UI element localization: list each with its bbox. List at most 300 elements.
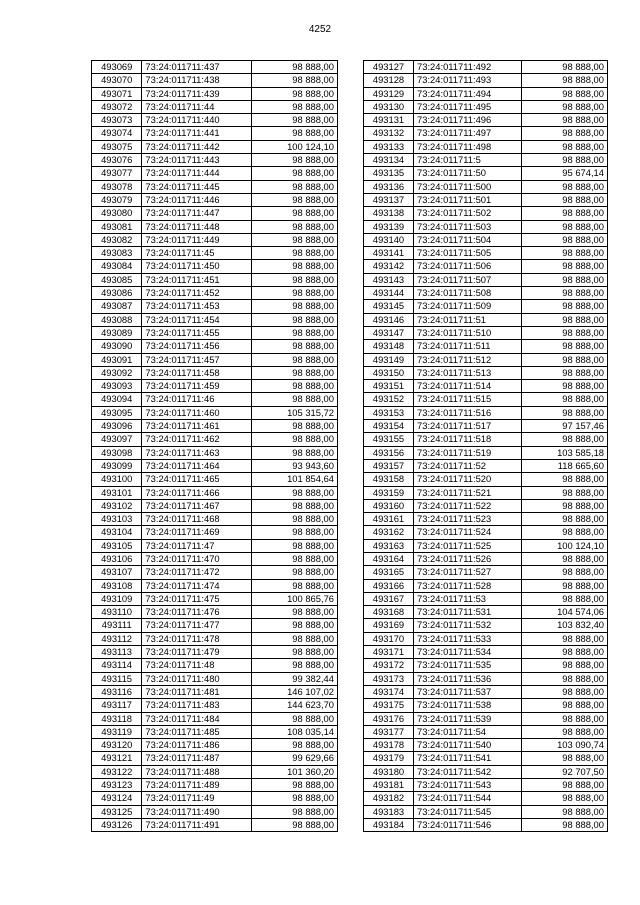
cadastral-value-cell: 98 888,00 — [522, 566, 608, 579]
cadastral-value-cell: 98 888,00 — [251, 74, 337, 87]
cadastral-value-cell: 103 090,74 — [522, 739, 608, 752]
cadastral-value-cell: 98 888,00 — [522, 260, 608, 273]
cadastral-number-cell: 73:24:011711:441 — [142, 127, 251, 140]
cadastral-value-cell: 98 888,00 — [522, 779, 608, 792]
record-number-cell: 493101 — [92, 486, 142, 499]
record-number-cell: 493146 — [364, 313, 414, 326]
table-row — [92, 287, 338, 300]
cadastral-number-cell: 73:24:011711:440 — [142, 114, 251, 127]
cadastral-value-cell: 98 888,00 — [522, 579, 608, 592]
cadastral-number-cell: 73:24:011711:458 — [142, 366, 251, 379]
cadastral-number-cell: 73:24:011711:474 — [142, 579, 251, 592]
table-row — [364, 247, 608, 260]
record-number-cell: 493118 — [92, 712, 142, 725]
record-number-cell: 493184 — [364, 818, 414, 831]
record-number-cell: 493119 — [92, 725, 142, 738]
record-number-cell: 493093 — [92, 380, 142, 393]
cadastral-value-cell: 98 888,00 — [522, 127, 608, 140]
record-number-cell: 493090 — [92, 340, 142, 353]
cadastral-number-cell: 73:24:011711:462 — [142, 433, 251, 446]
record-number-cell: 493092 — [92, 366, 142, 379]
table-row — [364, 672, 608, 685]
table-row — [364, 699, 608, 712]
table-row — [364, 646, 608, 659]
cadastral-value-cell: 98 888,00 — [522, 672, 608, 685]
cadastral-value-cell: 98 888,00 — [251, 420, 337, 433]
cadastral-value-cell: 98 888,00 — [251, 61, 337, 74]
table-row — [364, 539, 608, 552]
record-number-cell: 493106 — [92, 552, 142, 565]
cadastral-number-cell: 73:24:011711:528 — [414, 579, 522, 592]
table-row — [92, 459, 338, 472]
cadastral-number-cell: 73:24:011711:468 — [142, 513, 251, 526]
cadastral-number-cell: 73:24:011711:489 — [142, 779, 251, 792]
record-number-cell: 493073 — [92, 114, 142, 127]
record-number-cell: 493165 — [364, 566, 414, 579]
record-number-cell: 493080 — [92, 207, 142, 220]
cadastral-value-cell: 98 888,00 — [251, 366, 337, 379]
table-row — [92, 180, 338, 193]
cadastral-value-cell: 98 888,00 — [251, 273, 337, 286]
cadastral-value-cell: 98 888,00 — [251, 792, 337, 805]
cadastral-number-cell: 73:24:011711:534 — [414, 646, 522, 659]
cadastral-number-cell: 73:24:011711:491 — [142, 818, 251, 831]
cadastral-number-cell: 73:24:011711:454 — [142, 313, 251, 326]
cadastral-number-cell: 73:24:011711:522 — [414, 499, 522, 512]
record-number-cell: 493138 — [364, 207, 414, 220]
table-row — [92, 685, 338, 698]
cadastral-number-cell: 73:24:011711:48 — [142, 659, 251, 672]
cadastral-value-cell: 98 888,00 — [251, 207, 337, 220]
cadastral-value-cell: 98 888,00 — [522, 393, 608, 406]
cadastral-value-cell: 98 888,00 — [251, 446, 337, 459]
cadastral-value-cell: 98 888,00 — [522, 207, 608, 220]
cadastral-value-cell: 108 035,14 — [251, 725, 337, 738]
cadastral-value-cell: 98 888,00 — [251, 260, 337, 273]
table-row — [92, 765, 338, 778]
cadastral-number-cell: 73:24:011711:448 — [142, 220, 251, 233]
table-row — [92, 247, 338, 260]
cadastral-number-cell: 73:24:011711:439 — [142, 87, 251, 100]
table-row — [92, 74, 338, 87]
cadastral-value-cell: 98 888,00 — [251, 739, 337, 752]
record-number-cell: 493111 — [92, 619, 142, 632]
cadastral-number-cell: 73:24:011711:478 — [142, 632, 251, 645]
cadastral-value-cell: 98 888,00 — [522, 233, 608, 246]
cadastral-value-cell: 95 674,14 — [522, 167, 608, 180]
cadastral-value-cell: 98 888,00 — [251, 566, 337, 579]
table-row — [364, 220, 608, 233]
table-row — [92, 87, 338, 100]
cadastral-number-cell: 73:24:011711:472 — [142, 566, 251, 579]
table-row — [364, 393, 608, 406]
cadastral-number-cell: 73:24:011711:54 — [414, 725, 522, 738]
table-row — [364, 592, 608, 605]
cadastral-value-cell: 92 707,50 — [522, 765, 608, 778]
cadastral-number-cell: 73:24:011711:465 — [142, 473, 251, 486]
cadastral-value-cell: 98 888,00 — [251, 220, 337, 233]
cadastral-number-cell: 73:24:011711:5 — [414, 154, 522, 167]
record-number-cell: 493169 — [364, 619, 414, 632]
cadastral-number-cell: 73:24:011711:496 — [414, 114, 522, 127]
record-number-cell: 493183 — [364, 805, 414, 818]
table-row — [92, 127, 338, 140]
cadastral-number-cell: 73:24:011711:509 — [414, 300, 522, 313]
record-number-cell: 493166 — [364, 579, 414, 592]
cadastral-number-cell: 73:24:011711:51 — [414, 313, 522, 326]
record-number-cell: 493178 — [364, 739, 414, 752]
table-row — [92, 154, 338, 167]
cadastral-number-cell: 73:24:011711:545 — [414, 805, 522, 818]
cadastral-number-cell: 73:24:011711:512 — [414, 353, 522, 366]
cadastral-value-cell: 98 888,00 — [251, 818, 337, 831]
cadastral-value-cell: 98 888,00 — [522, 685, 608, 698]
record-number-cell: 493104 — [92, 526, 142, 539]
cadastral-value-cell: 98 888,00 — [251, 805, 337, 818]
cadastral-value-cell: 98 888,00 — [522, 100, 608, 113]
left-data-table — [91, 60, 338, 832]
cadastral-number-cell: 73:24:011711:480 — [142, 672, 251, 685]
record-number-cell: 493096 — [92, 420, 142, 433]
record-number-cell: 493156 — [364, 446, 414, 459]
table-row — [364, 100, 608, 113]
table-row — [364, 300, 608, 313]
record-number-cell: 493116 — [92, 685, 142, 698]
table-row — [364, 127, 608, 140]
cadastral-value-cell: 98 888,00 — [522, 406, 608, 419]
cadastral-number-cell: 73:24:011711:444 — [142, 167, 251, 180]
cadastral-value-cell: 98 888,00 — [522, 380, 608, 393]
table-row — [92, 513, 338, 526]
table-row — [364, 420, 608, 433]
table-row — [92, 313, 338, 326]
record-number-cell: 493158 — [364, 473, 414, 486]
cadastral-number-cell: 73:24:011711:463 — [142, 446, 251, 459]
table-row — [364, 353, 608, 366]
record-number-cell: 493129 — [364, 87, 414, 100]
table-row — [92, 100, 338, 113]
cadastral-number-cell: 73:24:011711:523 — [414, 513, 522, 526]
record-number-cell: 493131 — [364, 114, 414, 127]
cadastral-number-cell: 73:24:011711:508 — [414, 287, 522, 300]
table-row — [92, 579, 338, 592]
table-row — [364, 486, 608, 499]
cadastral-number-cell: 73:24:011711:456 — [142, 340, 251, 353]
table-row — [364, 659, 608, 672]
cadastral-value-cell: 118 665,60 — [522, 459, 608, 472]
table-row — [364, 154, 608, 167]
table-row — [364, 579, 608, 592]
table-row — [92, 473, 338, 486]
table-row — [364, 818, 608, 831]
cadastral-number-cell: 73:24:011711:487 — [142, 752, 251, 765]
cadastral-value-cell: 98 888,00 — [522, 805, 608, 818]
record-number-cell: 493107 — [92, 566, 142, 579]
record-number-cell: 493172 — [364, 659, 414, 672]
cadastral-number-cell: 73:24:011711:510 — [414, 326, 522, 339]
table-row — [92, 632, 338, 645]
record-number-cell: 493078 — [92, 180, 142, 193]
table-row — [92, 552, 338, 565]
cadastral-value-cell: 98 888,00 — [522, 526, 608, 539]
cadastral-number-cell: 73:24:011711:541 — [414, 752, 522, 765]
record-number-cell: 493150 — [364, 366, 414, 379]
table-row — [364, 752, 608, 765]
record-number-cell: 493074 — [92, 127, 142, 140]
cadastral-value-cell: 98 888,00 — [522, 473, 608, 486]
cadastral-number-cell: 73:24:011711:483 — [142, 699, 251, 712]
cadastral-number-cell: 73:24:011711:498 — [414, 140, 522, 153]
cadastral-number-cell: 73:24:011711:533 — [414, 632, 522, 645]
cadastral-number-cell: 73:24:011711:516 — [414, 406, 522, 419]
cadastral-number-cell: 73:24:011711:475 — [142, 592, 251, 605]
cadastral-value-cell: 98 888,00 — [251, 167, 337, 180]
record-number-cell: 493167 — [364, 592, 414, 605]
table-row — [92, 300, 338, 313]
table-row — [92, 167, 338, 180]
cadastral-value-cell: 98 888,00 — [522, 313, 608, 326]
cadastral-number-cell: 73:24:011711:53 — [414, 592, 522, 605]
cadastral-number-cell: 73:24:011711:501 — [414, 193, 522, 206]
cadastral-number-cell: 73:24:011711:464 — [142, 459, 251, 472]
record-number-cell: 493163 — [364, 539, 414, 552]
cadastral-value-cell: 98 888,00 — [251, 300, 337, 313]
cadastral-number-cell: 73:24:011711:532 — [414, 619, 522, 632]
cadastral-value-cell: 98 888,00 — [522, 433, 608, 446]
record-number-cell: 493149 — [364, 353, 414, 366]
record-number-cell: 493069 — [92, 61, 142, 74]
record-number-cell: 493148 — [364, 340, 414, 353]
table-row — [92, 712, 338, 725]
cadastral-value-cell: 101 854,64 — [251, 473, 337, 486]
cadastral-value-cell: 98 888,00 — [522, 340, 608, 353]
table-row — [92, 433, 338, 446]
table-row — [92, 207, 338, 220]
cadastral-value-cell: 99 382,44 — [251, 672, 337, 685]
cadastral-value-cell: 98 888,00 — [251, 539, 337, 552]
record-number-cell: 493157 — [364, 459, 414, 472]
cadastral-number-cell: 73:24:011711:542 — [414, 765, 522, 778]
record-number-cell: 493139 — [364, 220, 414, 233]
table-row — [364, 712, 608, 725]
cadastral-number-cell: 73:24:011711:527 — [414, 566, 522, 579]
table-row — [92, 114, 338, 127]
cadastral-number-cell: 73:24:011711:470 — [142, 552, 251, 565]
record-number-cell: 493170 — [364, 632, 414, 645]
cadastral-number-cell: 73:24:011711:438 — [142, 74, 251, 87]
record-number-cell: 493108 — [92, 579, 142, 592]
record-number-cell: 493133 — [364, 140, 414, 153]
cadastral-value-cell: 103 832,40 — [522, 619, 608, 632]
cadastral-value-cell: 98 888,00 — [522, 114, 608, 127]
table-row — [92, 380, 338, 393]
record-number-cell: 493168 — [364, 606, 414, 619]
cadastral-number-cell: 73:24:011711:442 — [142, 140, 251, 153]
table-row — [92, 805, 338, 818]
table-row — [92, 340, 338, 353]
table-row — [92, 672, 338, 685]
table-row — [364, 207, 608, 220]
table-row — [92, 739, 338, 752]
record-number-cell: 493135 — [364, 167, 414, 180]
record-number-cell: 493137 — [364, 193, 414, 206]
record-number-cell: 493123 — [92, 779, 142, 792]
cadastral-value-cell: 98 888,00 — [522, 499, 608, 512]
table-row — [364, 287, 608, 300]
cadastral-value-cell: 98 888,00 — [522, 154, 608, 167]
cadastral-value-cell: 98 888,00 — [522, 353, 608, 366]
cadastral-value-cell: 98 888,00 — [251, 114, 337, 127]
record-number-cell: 493173 — [364, 672, 414, 685]
record-number-cell: 493128 — [364, 74, 414, 87]
cadastral-value-cell: 98 888,00 — [522, 287, 608, 300]
record-number-cell: 493115 — [92, 672, 142, 685]
cadastral-value-cell: 98 888,00 — [251, 646, 337, 659]
cadastral-value-cell: 98 888,00 — [522, 180, 608, 193]
cadastral-value-cell: 98 888,00 — [251, 154, 337, 167]
table-row — [92, 366, 338, 379]
record-number-cell: 493095 — [92, 406, 142, 419]
cadastral-number-cell: 73:24:011711:538 — [414, 699, 522, 712]
cadastral-value-cell: 98 888,00 — [522, 193, 608, 206]
cadastral-number-cell: 73:24:011711:481 — [142, 685, 251, 698]
cadastral-value-cell: 98 888,00 — [522, 712, 608, 725]
cadastral-value-cell: 98 888,00 — [251, 433, 337, 446]
table-row — [92, 592, 338, 605]
cadastral-value-cell: 98 888,00 — [522, 699, 608, 712]
table-row — [364, 619, 608, 632]
cadastral-value-cell: 98 888,00 — [251, 486, 337, 499]
cadastral-value-cell: 98 888,00 — [251, 326, 337, 339]
record-number-cell: 493130 — [364, 100, 414, 113]
cadastral-value-cell: 98 888,00 — [251, 127, 337, 140]
table-row — [92, 659, 338, 672]
table-row — [92, 566, 338, 579]
table-row — [92, 539, 338, 552]
table-row — [92, 526, 338, 539]
record-number-cell: 493102 — [92, 499, 142, 512]
table-row — [364, 167, 608, 180]
cadastral-number-cell: 73:24:011711:505 — [414, 247, 522, 260]
record-number-cell: 493103 — [92, 513, 142, 526]
cadastral-value-cell: 98 888,00 — [522, 486, 608, 499]
record-number-cell: 493147 — [364, 326, 414, 339]
cadastral-value-cell: 100 865,76 — [251, 592, 337, 605]
cadastral-value-cell: 98 888,00 — [522, 752, 608, 765]
cadastral-number-cell: 73:24:011711:457 — [142, 353, 251, 366]
record-number-cell: 493143 — [364, 273, 414, 286]
table-row — [92, 220, 338, 233]
record-number-cell: 493081 — [92, 220, 142, 233]
record-number-cell: 493159 — [364, 486, 414, 499]
cadastral-number-cell: 73:24:011711:467 — [142, 499, 251, 512]
table-row — [92, 818, 338, 831]
cadastral-value-cell: 98 888,00 — [251, 100, 337, 113]
cadastral-value-cell: 98 888,00 — [251, 513, 337, 526]
cadastral-number-cell: 73:24:011711:546 — [414, 818, 522, 831]
table-row — [364, 61, 608, 74]
record-number-cell: 493070 — [92, 74, 142, 87]
cadastral-value-cell: 98 888,00 — [251, 380, 337, 393]
table-row — [92, 779, 338, 792]
record-number-cell: 493180 — [364, 765, 414, 778]
record-number-cell: 493136 — [364, 180, 414, 193]
record-number-cell: 493088 — [92, 313, 142, 326]
record-number-cell: 493091 — [92, 353, 142, 366]
table-row — [364, 140, 608, 153]
cadastral-number-cell: 73:24:011711:447 — [142, 207, 251, 220]
cadastral-number-cell: 73:24:011711:46 — [142, 393, 251, 406]
table-row — [364, 459, 608, 472]
record-number-cell: 493142 — [364, 260, 414, 273]
record-number-cell: 493176 — [364, 712, 414, 725]
cadastral-value-cell: 97 157,46 — [522, 420, 608, 433]
cadastral-number-cell: 73:24:011711:525 — [414, 539, 522, 552]
cadastral-value-cell: 98 888,00 — [251, 499, 337, 512]
cadastral-number-cell: 73:24:011711:44 — [142, 100, 251, 113]
cadastral-number-cell: 73:24:011711:52 — [414, 459, 522, 472]
record-number-cell: 493122 — [92, 765, 142, 778]
cadastral-number-cell: 73:24:011711:495 — [414, 100, 522, 113]
cadastral-value-cell: 98 888,00 — [522, 659, 608, 672]
table-row — [364, 446, 608, 459]
cadastral-number-cell: 73:24:011711:490 — [142, 805, 251, 818]
record-number-cell: 493181 — [364, 779, 414, 792]
record-number-cell: 493141 — [364, 247, 414, 260]
table-row — [92, 260, 338, 273]
table-row — [364, 779, 608, 792]
cadastral-number-cell: 73:24:011711:536 — [414, 672, 522, 685]
record-number-cell: 493117 — [92, 699, 142, 712]
record-number-cell: 493144 — [364, 287, 414, 300]
table-row — [364, 366, 608, 379]
cadastral-value-cell: 98 888,00 — [522, 74, 608, 87]
table-row — [364, 406, 608, 419]
cadastral-number-cell: 73:24:011711:469 — [142, 526, 251, 539]
cadastral-number-cell: 73:24:011711:500 — [414, 180, 522, 193]
cadastral-value-cell: 144 623,70 — [251, 699, 337, 712]
record-number-cell: 493151 — [364, 380, 414, 393]
table-row — [364, 380, 608, 393]
cadastral-value-cell: 98 888,00 — [251, 552, 337, 565]
cadastral-number-cell: 73:24:011711:449 — [142, 233, 251, 246]
table-row — [92, 393, 338, 406]
table-row — [92, 752, 338, 765]
record-number-cell: 493082 — [92, 233, 142, 246]
cadastral-value-cell: 98 888,00 — [251, 233, 337, 246]
cadastral-value-cell: 98 888,00 — [522, 725, 608, 738]
cadastral-number-cell: 73:24:011711:50 — [414, 167, 522, 180]
cadastral-value-cell: 100 124,10 — [251, 140, 337, 153]
table-row — [364, 685, 608, 698]
cadastral-number-cell: 73:24:011711:540 — [414, 739, 522, 752]
table-row — [364, 114, 608, 127]
table-row — [364, 805, 608, 818]
record-number-cell: 493094 — [92, 393, 142, 406]
page-number: 4252 — [308, 24, 332, 35]
cadastral-value-cell: 98 888,00 — [251, 287, 337, 300]
cadastral-value-cell: 98 888,00 — [251, 712, 337, 725]
cadastral-value-cell: 98 888,00 — [251, 247, 337, 260]
record-number-cell: 493126 — [92, 818, 142, 831]
table-row — [364, 725, 608, 738]
cadastral-value-cell: 98 888,00 — [522, 326, 608, 339]
table-row — [92, 406, 338, 419]
record-number-cell: 493114 — [92, 659, 142, 672]
table-row — [364, 526, 608, 539]
cadastral-number-cell: 73:24:011711:543 — [414, 779, 522, 792]
cadastral-value-cell: 98 888,00 — [251, 393, 337, 406]
